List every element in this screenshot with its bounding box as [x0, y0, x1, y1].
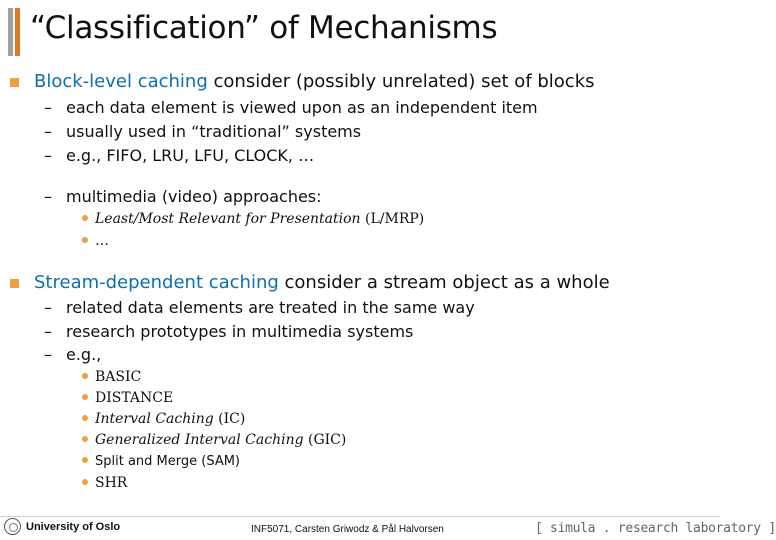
slide-title: “Classification” of Mechanisms: [30, 10, 498, 46]
sub-sub-bullet: DISTANCE: [82, 390, 173, 406]
sub-bullet: – multimedia (video) approaches:: [44, 187, 322, 206]
sub-bullet: – e.g.,: [44, 345, 102, 364]
sub-sub-bullet: BASIC: [82, 369, 141, 385]
bullet-stream-dependent-caching: [34, 272, 610, 293]
dot-bullet-icon: [82, 436, 88, 442]
square-bullet-icon: [10, 279, 19, 288]
title-accent-bar-orange: [15, 8, 20, 56]
sub-sub-bullet: Split and Merge (SAM): [82, 454, 240, 469]
sub-bullet: – research prototypes in multimedia systems: [44, 322, 414, 341]
sub-bullet: – related data elements are treated in the same way: [44, 298, 475, 317]
footer-course: INF5071, Carsten Griwodz & Pål Halvorsen: [251, 524, 444, 535]
sub-sub-bullet: Generalized Interval Caching (GIC): [82, 432, 346, 448]
dot-bullet-icon: [82, 415, 88, 421]
sub-sub-bullet: SHR: [82, 475, 127, 491]
dot-bullet-icon: [82, 457, 88, 463]
bullet-block-level-caching: [34, 71, 595, 92]
title-accent-bar-gray: [8, 8, 13, 56]
dot-bullet-icon: [82, 215, 88, 221]
dot-bullet-icon: [82, 479, 88, 485]
square-bullet-icon: [10, 78, 19, 87]
bullet-text: consider (possibly unrelated) set of blocks: [207, 71, 595, 92]
bullet-term: Stream-dependent caching: [34, 272, 279, 293]
dot-bullet-icon: [82, 394, 88, 400]
university-seal-icon: [4, 518, 21, 535]
sub-bullet: – e.g., FIFO, LRU, LFU, CLOCK, …: [44, 146, 315, 165]
sub-sub-bullet: …: [82, 233, 109, 249]
footer-divider: [0, 516, 720, 517]
dot-bullet-icon: [82, 237, 88, 243]
sub-bullet: – each data element is viewed upon as an independent item: [44, 98, 538, 117]
bullet-term: Block-level caching: [34, 71, 208, 92]
bullet-text: consider a stream object as a whole: [278, 272, 610, 293]
footer-lab-logo: [ simula . research laboratory ]: [535, 521, 776, 536]
sub-sub-bullet: Least/Most Relevant for Presentation (L/MRP): [82, 211, 424, 227]
dot-bullet-icon: [82, 373, 88, 379]
sub-bullet: – usually used in “traditional” systems: [44, 122, 362, 141]
sub-sub-bullet: Interval Caching (IC): [82, 411, 245, 427]
footer-university: University of Oslo: [26, 521, 121, 533]
